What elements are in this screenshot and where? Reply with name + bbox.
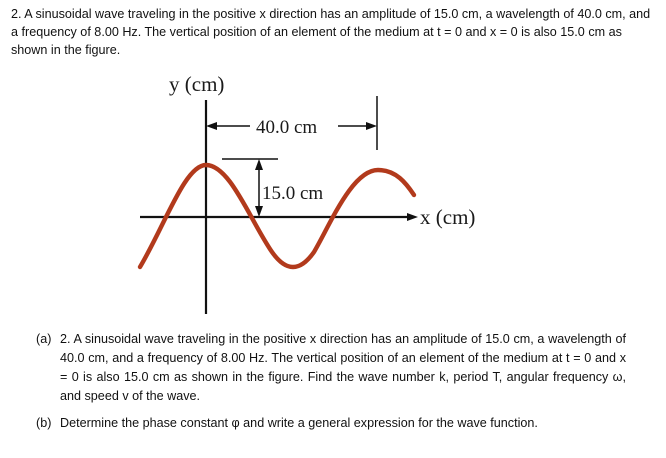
part-b bbox=[36, 414, 626, 433]
y-axis-label: y (cm) bbox=[169, 72, 225, 96]
question-parts bbox=[36, 330, 626, 441]
x-axis-arrow bbox=[407, 213, 418, 221]
part-b-label: (b) bbox=[36, 416, 52, 430]
problem-statement: 2. A sinusoidal wave traveling in the positive x direction has an amplitude of 15.0 cm, a wavelength of 40.0 cm, and a frequency of 8.00 Hz. The vertical position of an element of the medium at t = 0 and x = 0 is also 15.0 cm as shown in the figure. bbox=[11, 7, 651, 57]
part-a-label: (a) bbox=[36, 332, 52, 346]
wavelength-label: 40.0 cm bbox=[256, 117, 318, 138]
part-b-text: Determine the phase constant φ and write a general expression for the wave function. bbox=[60, 416, 538, 430]
wavelength-arrow-right bbox=[366, 122, 377, 130]
wavelength-arrow-left bbox=[206, 122, 217, 130]
x-axis-label: x (cm) bbox=[420, 205, 476, 229]
amplitude-arrow-bottom bbox=[255, 206, 263, 217]
part-a-text: 2. A sinusoidal wave traveling in the positive x direction has an amplitude of 15.0 cm, a wavelength of 40.0 cm, and a frequency of 8.00 Hz. The vertical position of an element of the medium at t = 0 and x = 0 is also 15.0 cm as shown in the figure. Find the wave number k, period T, angular frequency ω, and speed v of the wave. bbox=[60, 332, 626, 403]
amplitude-arrow-top bbox=[255, 159, 263, 170]
part-a bbox=[36, 330, 626, 406]
amplitude-label: 15.0 cm bbox=[262, 183, 324, 204]
